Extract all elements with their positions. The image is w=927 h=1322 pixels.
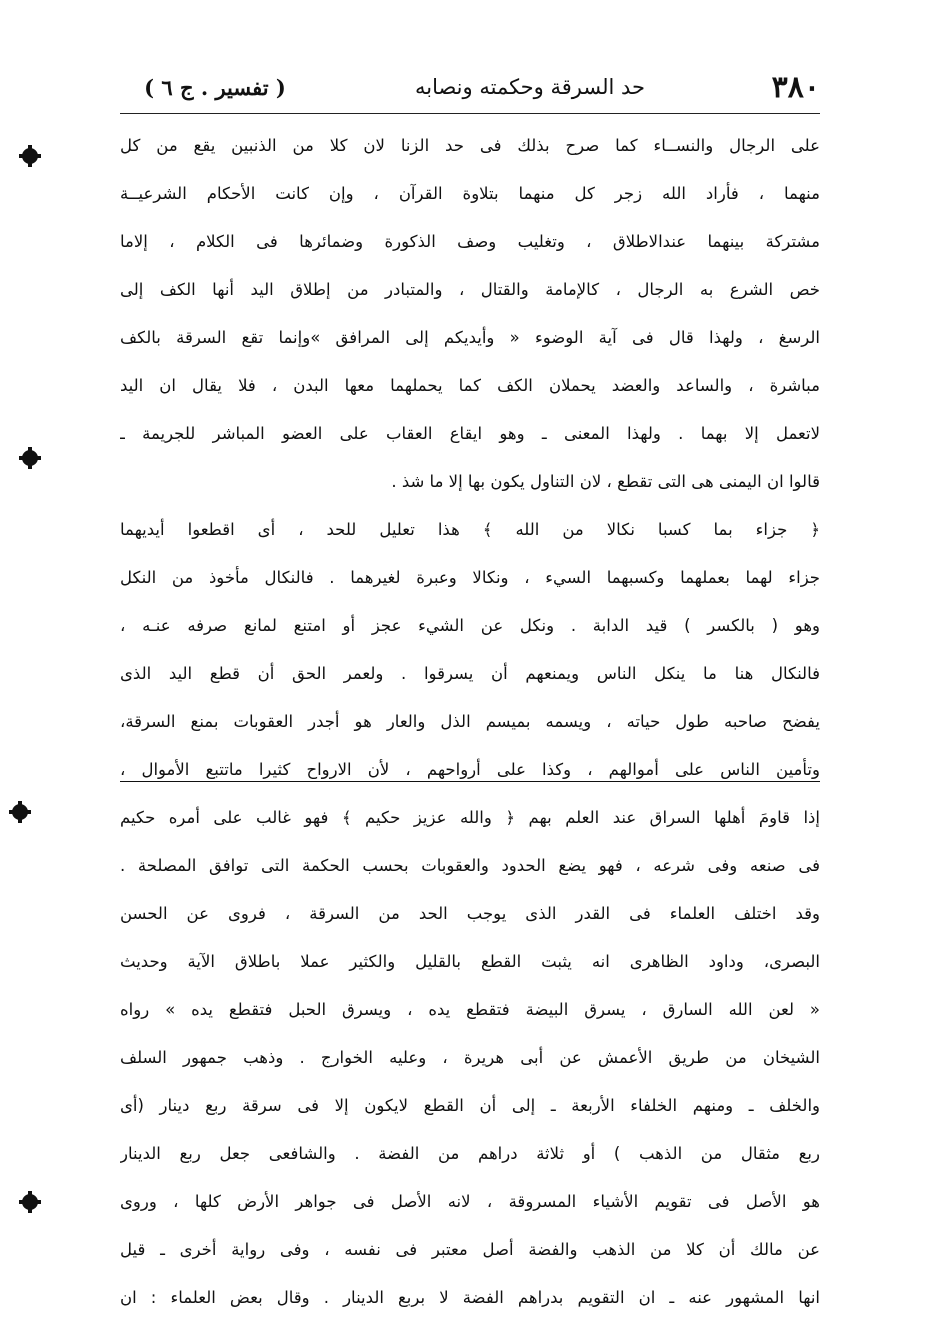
- text-line: فى صنعه وفى شرعه ، فهو يضع الحدود والعقوبات بحسب الحكمة التى توافق المصلحة .: [120, 856, 820, 875]
- text-line: ﴿ جزاء بما كسبا نكالا من الله ﴾ هذا تعليل للحد ، أى اقطعوا أيديهما: [120, 520, 820, 539]
- text-line: قالوا ان اليمنى هى التى تقطع ، لان التناول يكون بها إلا ما شذ .: [391, 472, 820, 491]
- margin-asterisk-icon: [24, 150, 36, 162]
- text-line: منهما ، فأراد الله زجر كل منهما بتلاوة القرآن ، وإن كانت الأحكام الشرعيــة: [120, 184, 820, 203]
- text-line: مباشرة ، والساعد والعضد يحملان الكف كما يحملهما معها البدن ، فلا يقال ان اليد: [120, 376, 820, 395]
- text-line: ربع مثقال من الذهب ) أو ثلاثة دراهم من الفضة . والشافعى جعل ربع الدينار: [120, 1144, 820, 1163]
- text-line-underlined: وتأمين الناس على أموالهم ، وكذا على أرواحهم ، لأن الارواح كثيرا ماتتبع الأموال ،: [120, 760, 820, 779]
- text-line: الشيخان من طريق الأعمش عن أبى هريرة ، وعليه الخوارج . وذهب جمهور السلف: [120, 1048, 820, 1067]
- margin-asterisk-icon: [14, 806, 26, 818]
- text-line: وقد اختلف العلماء فى القدر الذى يوجب الحد من السرقة ، فروى عن الحسن: [120, 904, 820, 923]
- text-line: هو الأصل فى تقويم الأشياء المسروقة ، لانه الأصل فى جواهر الأرض كلها ، وروى: [120, 1192, 820, 1211]
- body-text: [120, 122, 820, 1322]
- page-number: ٣٨٠: [771, 69, 820, 105]
- text-line: والخلف ـ ومنهم الخلفاء الأربعة ـ إلى أن القطع لايكون إلا فى سرقة ربع دينار (أى: [120, 1096, 820, 1115]
- running-title: حد السرقة وحكمته ونصابه: [414, 75, 646, 99]
- text-line: لاتعمل إلا بهما . ولهذا المعنى ـ وهو ايقاع العقاب على العضو المباشر للجريمة ـ: [120, 424, 820, 443]
- text-line: يفضح صاحبه طول حياته ، ويسمه بميسم الذل والعار هو أجدر العقوبات بمنع السرقة،: [120, 712, 820, 731]
- text-line: الرسغ ، ولهذا قال فى آية الوضوء « وأيديكم إلى المرافق »وإنما تقع السرقة بالكف: [120, 328, 820, 347]
- text-line: « لعن الله السارق ، يسرق البيضة فتقطع يده ، ويسرق الحبل فتقطع يده » رواه: [120, 1000, 820, 1019]
- text-line: عن مالك أن كلا من الذهب والفضة أصل معتبر فى نفسه ، وفى رواية أخرى ـ قيل: [120, 1240, 820, 1259]
- margin-asterisk-icon: [24, 452, 36, 464]
- margin-asterisk-icon: [24, 1196, 36, 1208]
- text-line: على الرجال والنســاء كما صرح بذلك فى حد الزنا لان كلا من الذنبين يقع من كل: [120, 136, 820, 155]
- text-line: وهو ( بالكسر ) قيد الدابة . ونكل عن الشيء عجز أو امتنع لمانع صرفه عنـه ،: [120, 616, 820, 635]
- book-reference: ( تفسير . ج ٦ ): [144, 74, 286, 100]
- text-line: جزاء لهما بعملهما وكسبهما السيء ، ونكالا وعبرة لغيرهما . فالنكال مأخوذ من النكل: [120, 568, 820, 587]
- text-line: فالنكال هنا ما ينكل الناس ويمنعهم أن يسرقوا . ولعمر الحق أن قطع اليد الذى: [120, 664, 820, 683]
- page-header: [120, 62, 820, 112]
- header-divider: [120, 113, 820, 114]
- text-line: مشتركة بينهما عندالاطلاق ، وتغليب وصف الذكورة وضمائرها فى الكلام ، إلاما: [120, 232, 820, 251]
- text-line: البصرى، وداود الظاهرى انه يثبت القطع بالقليل والكثير عملا باطلاق الآية وحديث: [120, 952, 820, 971]
- text-line: خص الشرع به الرجال ، كالإمامة والقتال ، والمتبادر من إطلاق اليد أنها الكف إلى: [120, 280, 820, 299]
- text-line: إذا قاومَ أهلها السراق عند العلم بهم ﴿ والله عزيز حكيم ﴾ فهو غالب على أمره حكيم: [120, 808, 820, 827]
- text-line: انها المشهور عنه ـ ان التقويم بدراهم الفضة لا بربع الدينار . وقال بعض العلماء : ان: [120, 1288, 820, 1307]
